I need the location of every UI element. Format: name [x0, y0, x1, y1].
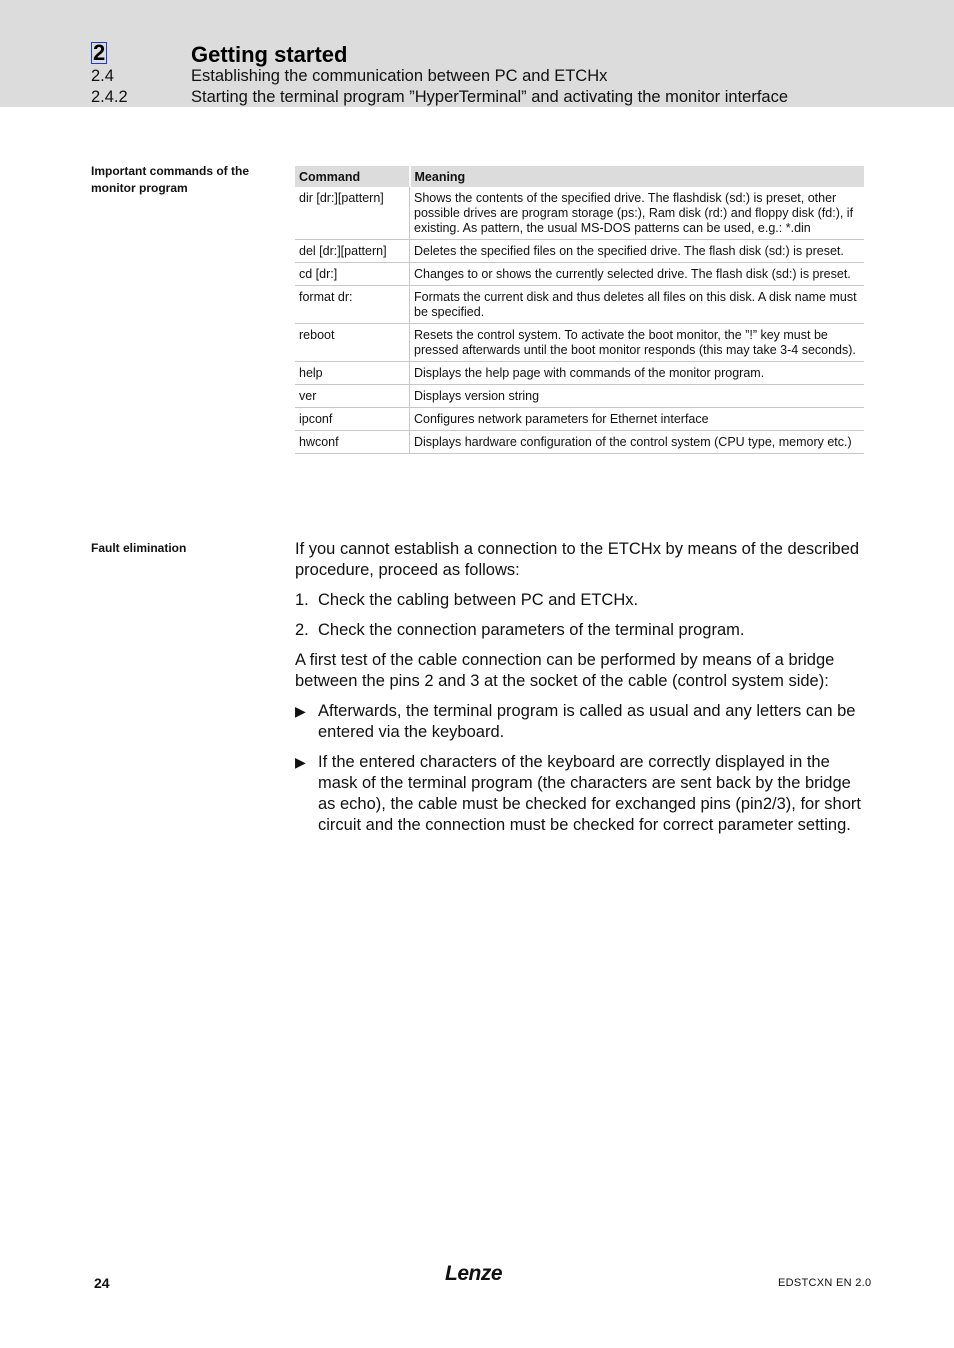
subsection-number: 2.4.2	[91, 88, 128, 106]
command-cell: del [dr:][pattern]	[295, 240, 410, 263]
table-row	[295, 408, 864, 431]
command-cell: ipconf	[295, 408, 410, 431]
section-number: 2.4	[91, 67, 114, 85]
list-item-text: Afterwards, the terminal program is called as usual and any letters can be entered via the keyboard.	[318, 702, 856, 741]
meaning-cell: Displays hardware configuration of the control system (CPU type, memory etc.)	[410, 431, 865, 454]
command-cell: cd [dr:]	[295, 263, 410, 286]
table-row	[295, 286, 864, 324]
meaning-cell: Deletes the specified files on the specified drive. The flash disk (sd:) is preset.	[410, 240, 865, 263]
lenze-logo: Lenze	[445, 1262, 503, 1285]
subsection-title: Starting the terminal program ”HyperTerminal” and activating the monitor interface	[191, 88, 789, 106]
table-row	[295, 187, 864, 240]
fault-body	[295, 539, 865, 845]
list-item	[295, 701, 865, 743]
meaning-cell: Shows the contents of the specified drive. The flashdisk (sd:) is preset, other possible drives are program storage (ps:), Ram disk (rd:) and floppy disk (fd:), if existing. As pattern, the usual MS-DOS patterns can be used, e.g.: *.din	[410, 187, 865, 240]
table-row	[295, 431, 864, 454]
bridge-paragraph: A first test of the cable connection can be performed by means of a bridge between the pins 2 and 3 at the socket of the cable (control system side):	[295, 651, 835, 690]
commands-side-label: Important commands of the monitor program	[91, 164, 250, 195]
command-cell: ver	[295, 385, 410, 408]
chapter-number-link[interactable]: 2	[93, 40, 106, 65]
list-number: 1.	[295, 591, 309, 609]
document-id: EDSTCXN EN 2.0	[778, 1277, 872, 1289]
section-title: Establishing the communication between PC and ETCHx	[191, 67, 608, 85]
page-number: 24	[94, 1275, 110, 1291]
table-row	[295, 385, 864, 408]
meaning-cell: Displays the help page with commands of the monitor program.	[410, 362, 865, 385]
column-header-command: Command	[295, 166, 410, 187]
list-item	[295, 620, 865, 641]
table-row	[295, 263, 864, 286]
meaning-cell: Resets the control system. To activate the boot monitor, the ”!” key must be pressed afterwards until the boot monitor responds (this may take 3-4 seconds).	[410, 324, 865, 362]
meaning-cell: Displays version string	[410, 385, 865, 408]
meaning-cell: Configures network parameters for Ethernet interface	[410, 408, 865, 431]
table-header-row	[295, 166, 864, 187]
arrow-right-icon: ▶	[295, 703, 306, 719]
table-row	[295, 324, 864, 362]
commands-table	[295, 166, 864, 454]
column-header-meaning: Meaning	[410, 166, 865, 187]
command-cell: help	[295, 362, 410, 385]
list-item-text: If the entered characters of the keyboard are correctly displayed in the mask of the terminal program (the characters are sent back by the bridge as echo), the cable must be checked for exchanged pins (pin2/3), for short circuit and the connection must be checked for correct parameter setting.	[318, 753, 861, 834]
fault-intro-paragraph: If you cannot establish a connection to the ETCHx by means of the described procedure, proceed as follows:	[295, 540, 860, 579]
meaning-cell: Formats the current disk and thus deletes all files on this disk. A disk name must be specified.	[410, 286, 865, 324]
table-row	[295, 362, 864, 385]
command-cell: hwconf	[295, 431, 410, 454]
list-item-text: Check the cabling between PC and ETCHx.	[318, 591, 639, 609]
arrow-right-icon: ▶	[295, 754, 306, 770]
chapter-title: Getting started	[191, 42, 348, 67]
table-row	[295, 240, 864, 263]
list-item-text: Check the connection parameters of the terminal program.	[318, 621, 745, 639]
list-item	[295, 752, 865, 836]
command-cell: dir [dr:][pattern]	[295, 187, 410, 240]
fault-side-label: Fault elimination	[91, 541, 187, 555]
meaning-cell: Changes to or shows the currently selected drive. The flash disk (sd:) is preset.	[410, 263, 865, 286]
list-item	[295, 590, 865, 611]
command-cell: format dr:	[295, 286, 410, 324]
list-number: 2.	[295, 621, 309, 639]
command-cell: reboot	[295, 324, 410, 362]
